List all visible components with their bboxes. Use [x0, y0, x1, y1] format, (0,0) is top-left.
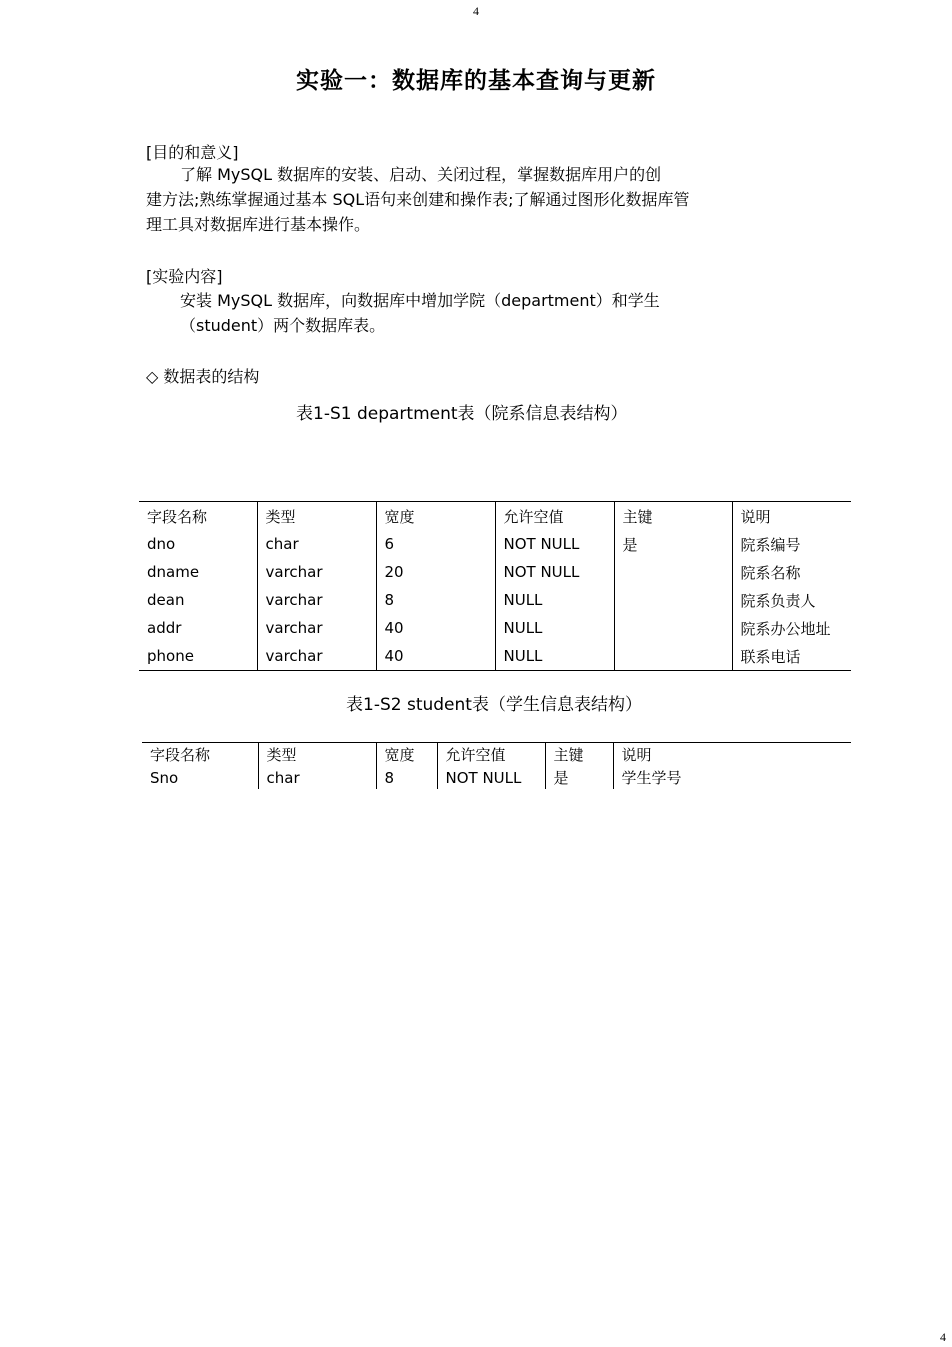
table-cell: NOT NULL: [495, 558, 614, 586]
header-cell: 主键: [614, 502, 732, 531]
table-cell: varchar: [257, 642, 376, 671]
structure-bullet-item: ◇ 数据表的结构: [146, 367, 260, 386]
department-structure-table: [139, 501, 851, 671]
table-cell: 20: [376, 558, 495, 586]
table-cell: Sno: [150, 768, 179, 787]
table-cell: 院系编号: [732, 530, 851, 558]
table-cell: 8: [376, 586, 495, 614]
table-cell: NULL: [495, 586, 614, 614]
page-title: 实验一：数据库的基本查询与更新: [296, 68, 656, 94]
table1-caption: 表1-S1 department表（院系信息表结构）: [296, 404, 628, 424]
header-cell: 说明: [613, 743, 851, 767]
table-cell: varchar: [257, 586, 376, 614]
table-cell: 6: [376, 530, 495, 558]
table-row: [139, 558, 851, 586]
header-cell: 宽度: [376, 502, 495, 531]
table-row: [139, 530, 851, 558]
student-structure-table: [142, 742, 851, 789]
table-header-row: [142, 743, 851, 767]
table-row: [142, 766, 851, 789]
table-cell: 40: [376, 642, 495, 671]
header-cell: 说明: [732, 502, 851, 531]
header-cell: 允许空值: [495, 502, 614, 531]
table-cell: phone: [147, 647, 194, 665]
table-cell: 学生学号: [613, 766, 851, 789]
table-row: [139, 642, 851, 671]
header-cell: 宽度: [376, 743, 437, 767]
purpose-line-3: 理工具对数据库进行基本操作。: [146, 215, 371, 234]
purpose-line-2: 建方法;熟练掌握通过基本 SQL语句来创建和操作表;了解通过图形化数据库管: [146, 190, 690, 209]
header-cell: 主键: [545, 743, 613, 767]
header-cell: 允许空值: [437, 743, 545, 767]
table-header-row: [139, 502, 851, 531]
table-cell: dno: [147, 535, 176, 553]
table-cell: NULL: [495, 642, 614, 671]
table-cell: varchar: [257, 614, 376, 642]
header-cell: 字段名称: [147, 507, 208, 526]
table-cell: [614, 614, 732, 642]
table-cell: 是: [545, 766, 613, 789]
table-cell: NOT NULL: [495, 530, 614, 558]
table-cell: addr: [147, 619, 182, 637]
page-number-corner: 4: [940, 1330, 946, 1344]
table-row: [139, 614, 851, 642]
table-cell: NOT NULL: [437, 766, 545, 789]
table-cell: dname: [147, 563, 200, 581]
table-row: [139, 586, 851, 614]
table-cell: [614, 586, 732, 614]
content-line-1: 安装 MySQL 数据库，向数据库中增加学院（department）和学生: [180, 291, 660, 310]
table-cell: 是: [614, 530, 732, 558]
table-cell: 院系名称: [732, 558, 851, 586]
table-cell: NULL: [495, 614, 614, 642]
table-cell: [614, 642, 732, 671]
page-number-top: 4: [473, 4, 479, 18]
table-cell: 院系办公地址: [732, 614, 851, 642]
purpose-heading: [目的和意义]: [146, 143, 239, 162]
table-cell: 8: [376, 766, 437, 789]
table-cell: 院系负责人: [732, 586, 851, 614]
purpose-line-1: 了解 MySQL 数据库的安装、启动、关闭过程，掌握数据库用户的创: [180, 165, 662, 184]
table-cell: 联系电话: [732, 642, 851, 671]
table-cell: char: [257, 530, 376, 558]
content-heading: [实验内容]: [146, 267, 223, 286]
table-cell: dean: [147, 591, 185, 609]
table2-caption: 表1-S2 student表（学生信息表结构）: [346, 695, 642, 715]
header-cell: 类型: [257, 502, 376, 531]
header-cell: 类型: [258, 743, 376, 767]
table-cell: 40: [376, 614, 495, 642]
table-cell: [614, 558, 732, 586]
content-line-2: （student）两个数据库表。: [180, 316, 386, 335]
header-cell: 字段名称: [150, 746, 211, 764]
table-cell: char: [258, 766, 376, 789]
table-cell: varchar: [257, 558, 376, 586]
